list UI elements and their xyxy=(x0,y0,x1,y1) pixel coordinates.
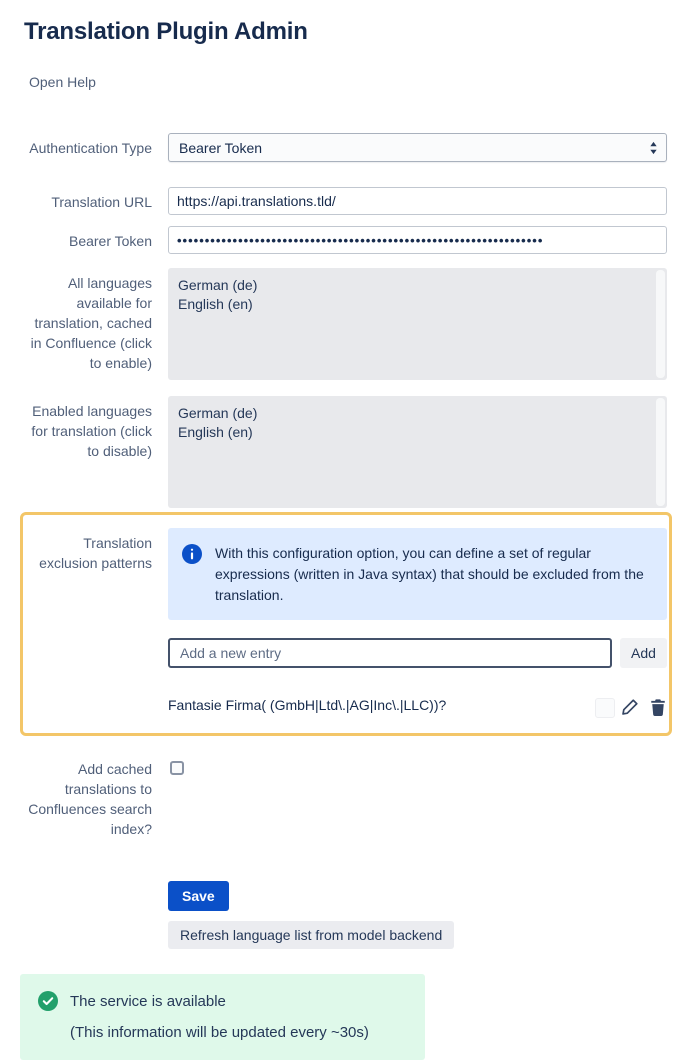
enabled-languages-row xyxy=(20,396,667,508)
search-index-checkbox[interactable] xyxy=(170,761,184,775)
all-languages-row xyxy=(20,268,667,380)
refresh-row xyxy=(20,921,667,949)
all-languages-label: All languages available for translation, cached in Confluence (click to enable) xyxy=(30,275,152,371)
refresh-languages-button[interactable]: Refresh language list from model backend xyxy=(168,921,454,949)
exclusion-patterns-row xyxy=(23,528,669,718)
add-entry-button[interactable]: Add xyxy=(620,638,667,668)
auth-type-select[interactable] xyxy=(168,133,667,162)
listbox-scrollbar[interactable] xyxy=(656,398,665,506)
exclusion-info-text: With this configuration option, you can define a set of regular expressions (written in Java syntax) that should be excluded from the translation. xyxy=(215,545,644,603)
open-help-link[interactable]: Open Help xyxy=(29,74,96,90)
pencil-icon xyxy=(621,698,639,716)
language-option-german[interactable]: German (de) xyxy=(178,277,258,293)
translation-url-row xyxy=(20,187,667,215)
save-row xyxy=(20,881,667,911)
auth-type-row xyxy=(20,133,667,162)
enabled-languages-listbox[interactable] xyxy=(168,396,667,508)
bearer-token-row xyxy=(20,226,667,254)
listbox-scrollbar[interactable] xyxy=(656,270,665,378)
save-button[interactable]: Save xyxy=(168,881,229,911)
add-entry-row xyxy=(168,638,667,668)
exclusion-info-message xyxy=(168,528,667,620)
success-check-icon xyxy=(38,991,58,1011)
language-option-english[interactable]: English (en) xyxy=(178,296,253,312)
exclusion-patterns-label: Translation exclusion patterns xyxy=(39,535,152,571)
bearer-token-input[interactable] xyxy=(168,226,667,254)
auth-type-selected-value: Bearer Token xyxy=(179,139,263,156)
exclusion-entry-row xyxy=(168,690,667,718)
service-status-text: The service is available xyxy=(70,992,226,1010)
language-option-german[interactable]: German (de) xyxy=(178,405,258,421)
delete-entry-button[interactable] xyxy=(649,698,667,716)
search-index-row xyxy=(20,754,667,839)
page-title: Translation Plugin Admin xyxy=(24,18,308,45)
add-entry-input[interactable] xyxy=(168,638,612,668)
exclusion-patterns-section xyxy=(20,512,672,736)
language-option-english[interactable]: English (en) xyxy=(178,424,253,440)
enabled-languages-label: Enabled languages for translation (click to disable) xyxy=(31,403,152,459)
entry-ghost-square xyxy=(595,698,615,718)
service-status-note: (This information will be updated every ~30s) xyxy=(70,1024,369,1041)
translation-url-input[interactable] xyxy=(168,187,667,215)
search-index-label: Add cached translations to Confluences search index? xyxy=(28,761,152,837)
trash-icon xyxy=(649,698,667,716)
all-languages-listbox[interactable] xyxy=(168,268,667,380)
edit-entry-button[interactable] xyxy=(621,698,639,716)
settings-form xyxy=(20,133,667,949)
translation-url-label: Translation URL xyxy=(51,194,152,210)
bearer-token-label: Bearer Token xyxy=(68,233,152,249)
exclusion-entry-text: Fantasie Firma( (GmbH|Ltd\.|AG|Inc\.|LLC))? xyxy=(168,697,447,713)
service-status-box xyxy=(20,974,425,1060)
info-icon xyxy=(182,544,202,564)
select-arrows-icon xyxy=(649,141,658,155)
auth-type-label: Authentication Type xyxy=(29,140,152,156)
